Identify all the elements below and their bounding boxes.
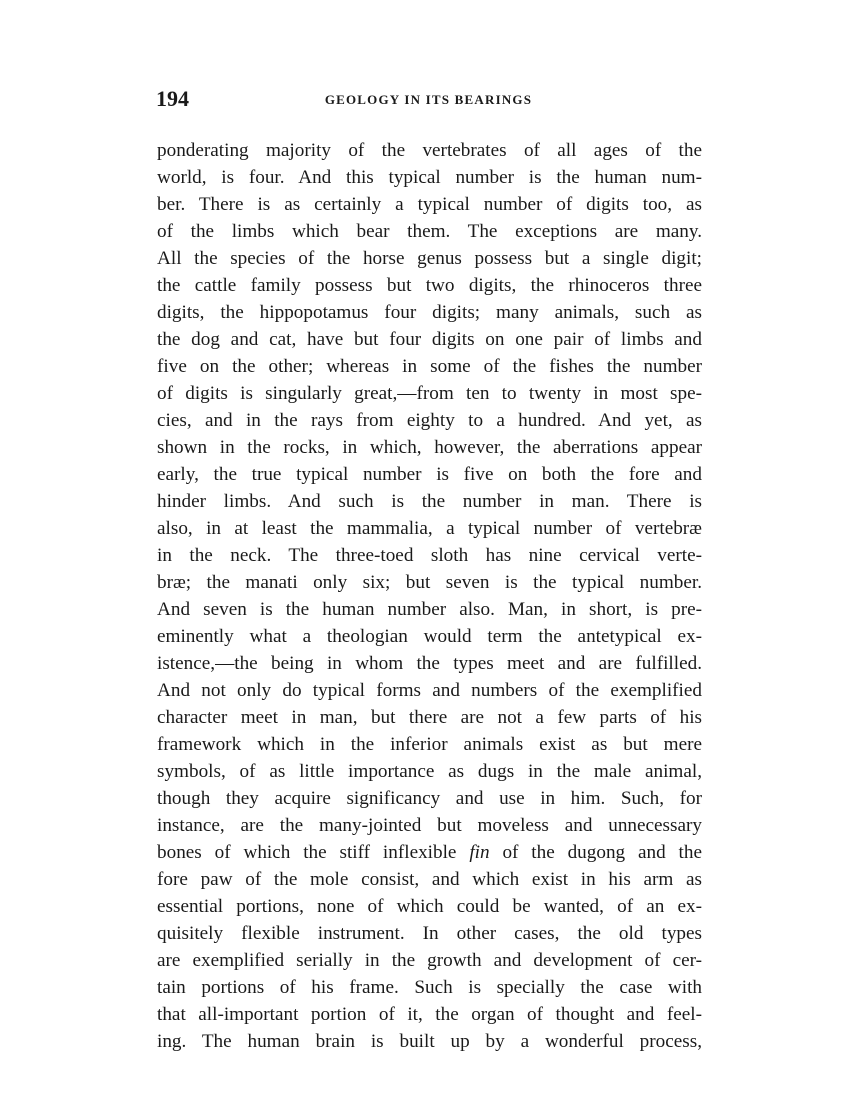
text-line: though they acquire significancy and use in him. Such, for xyxy=(157,788,702,809)
text-line: character meet in man, but there are not a few parts of his xyxy=(157,707,702,728)
body-text xyxy=(157,137,702,1055)
text-line: cies, and in the rays from eighty to a hundred. And yet, as xyxy=(157,410,702,431)
text-line: ber. There is as certainly a typical number of digits too, as xyxy=(157,194,702,215)
text-line: of digits is singularly great,—from ten to twenty in most spe- xyxy=(157,383,702,404)
italic-word: fin xyxy=(469,842,490,863)
running-head: GEOLOGY IN ITS BEARINGS xyxy=(324,92,533,107)
page-header xyxy=(156,86,701,116)
page-number: 194 xyxy=(156,86,189,111)
text-line: And not only do typical forms and numbers of the exemplified xyxy=(157,680,702,701)
text-line: shown in the rocks, in which, however, the aberrations appear xyxy=(157,437,702,458)
text-line: framework which in the inferior animals exist as but mere xyxy=(157,734,702,755)
text-line: essential portions, none of which could be wanted, of an ex- xyxy=(157,896,702,917)
text-line: istence,—the being in whom the types meet and are fulfilled. xyxy=(157,653,702,674)
text-line: are exemplified serially in the growth and development of cer- xyxy=(157,950,702,971)
text-line: the cattle family possess but two digits, the rhinoceros three xyxy=(157,275,702,296)
text-line: bræ; the manati only six; but seven is the typical number. xyxy=(157,572,702,593)
text-line: early, the true typical number is five on both the fore and xyxy=(157,464,702,485)
text-line: quisitely flexible instrument. In other cases, the old types xyxy=(157,923,702,944)
text-line: All the species of the horse genus possess but a single digit; xyxy=(157,248,702,269)
text-line: the dog and cat, have but four digits on one pair of limbs and xyxy=(157,329,702,350)
text-line: fore paw of the mole consist, and which exist in his arm as xyxy=(157,869,702,890)
text-line-with-italic xyxy=(157,839,702,866)
text-line: eminently what a theologian would term the antetypical ex- xyxy=(157,626,702,647)
text-line: world, is four. And this typical number is the human num- xyxy=(157,167,702,188)
text-line: ing. The human brain is built up by a wonderful process, xyxy=(157,1031,702,1052)
text-segment: of the dugong and the xyxy=(502,842,702,863)
text-line: hinder limbs. And such is the number in man. There is xyxy=(157,491,702,512)
text-line: in the neck. The three-toed sloth has nine cervical verte- xyxy=(157,545,702,566)
text-line: digits, the hippopotamus four digits; many animals, such as xyxy=(157,302,702,323)
text-line: tain portions of his frame. Such is specially the case with xyxy=(157,977,702,998)
text-segment: bones of which the stiff inflexible xyxy=(157,842,457,863)
text-line: symbols, of as little importance as dugs in the male animal, xyxy=(157,761,702,782)
text-line: five on the other; whereas in some of the fishes the number xyxy=(157,356,702,377)
text-line: ponderating majority of the vertebrates of all ages of the xyxy=(157,140,702,161)
text-line: also, in at least the mammalia, a typical number of vertebræ xyxy=(157,518,702,539)
text-line: And seven is the human number also. Man, in short, is pre- xyxy=(157,599,702,620)
text-line: instance, are the many-jointed but moveless and unnecessary xyxy=(157,815,702,836)
text-line: that all-important portion of it, the organ of thought and feel- xyxy=(157,1004,702,1025)
text-line: of the limbs which bear them. The exceptions are many. xyxy=(157,221,702,242)
